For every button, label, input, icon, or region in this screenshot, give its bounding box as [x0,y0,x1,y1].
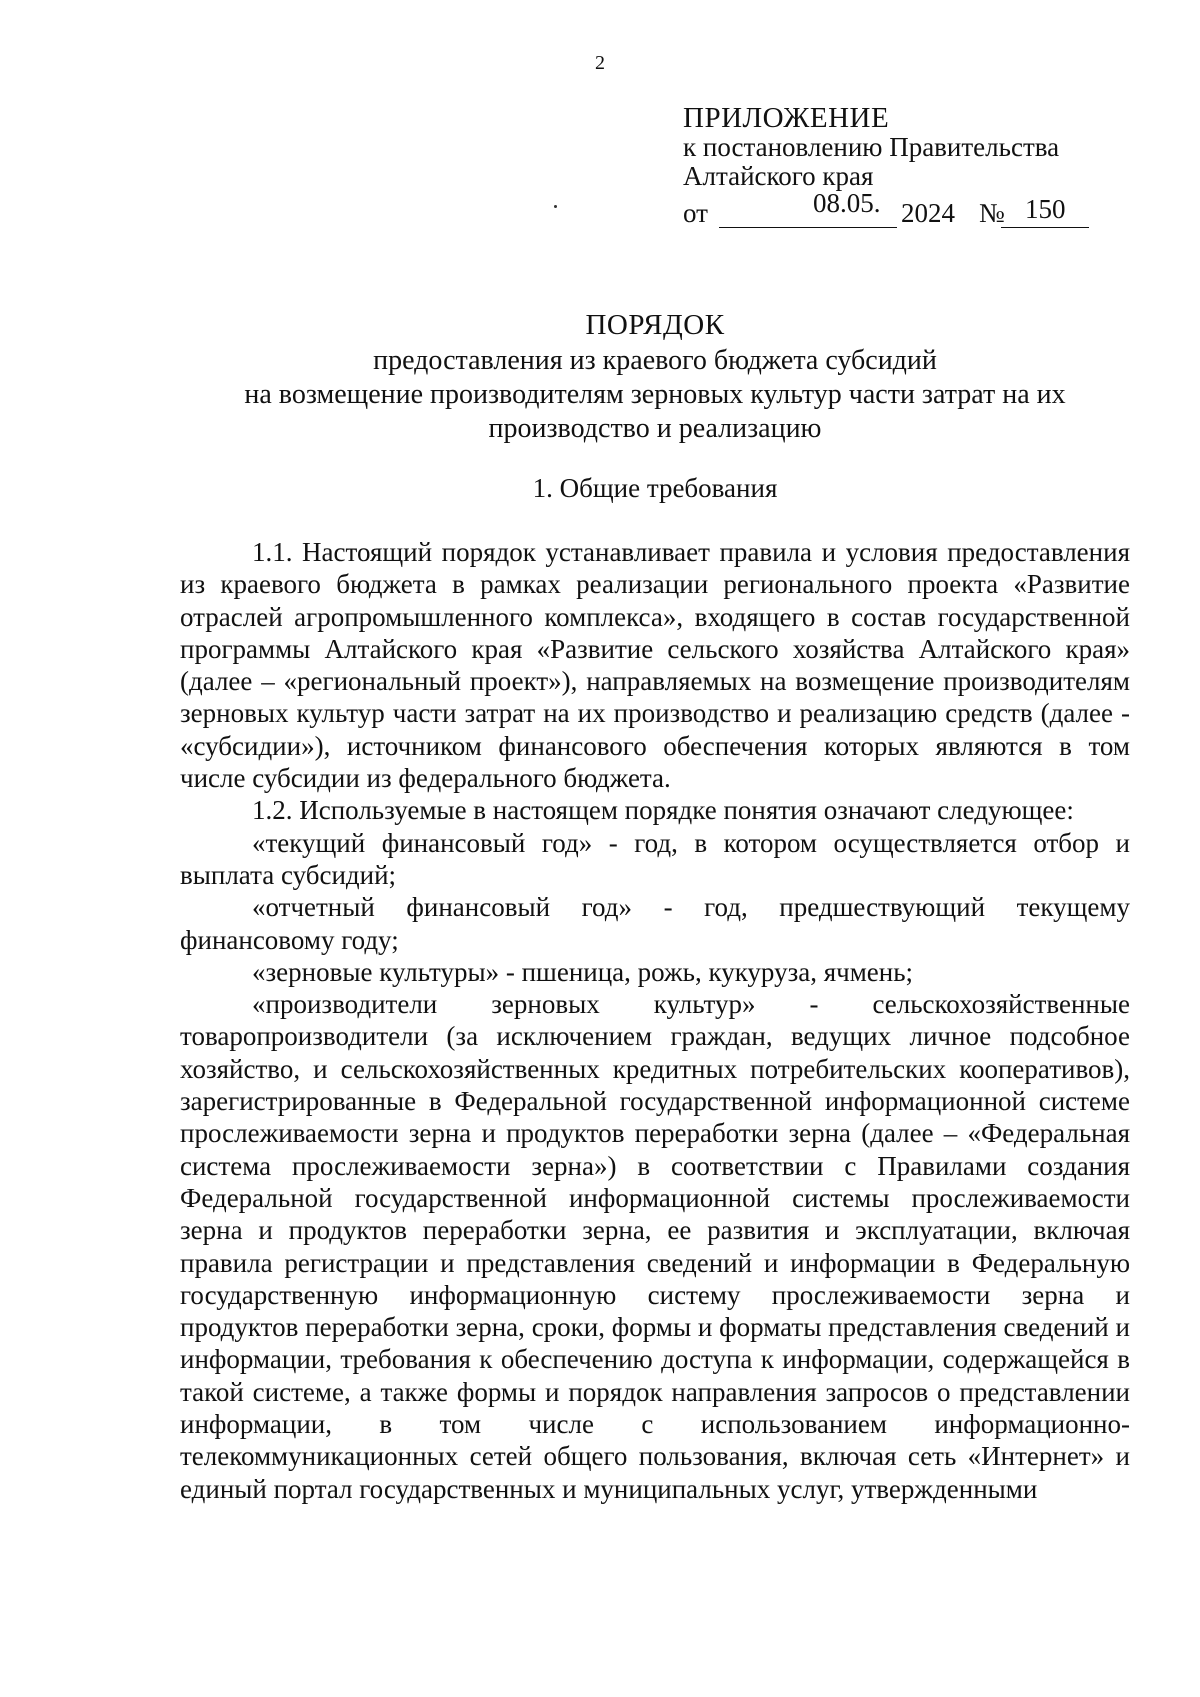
number-sign: № [979,198,1005,228]
definition-grain-crops: «зерновые культуры» - пшеница, рожь, кукуруза, ячмень; [252,956,914,987]
title-line-3: производство и реализацию [488,413,822,444]
scan-dot [554,205,557,208]
date-prefix: от [683,198,708,228]
definition-reporting-year: «отчетный финансовый год» - год, предшествующий текущему финансовому году; [180,892,1130,955]
paragraph-1-1: 1.1. Настоящий порядок устанавливает правила и условия предоставления из краевого бюджета в рамках реализации регионального проекта «Развитие отраслей агропромышленного комплекса», входящего в состав государственной программы Алтайского края «Развитие сельского хозяйства Алтайского края» (далее – «региональный проект»), направляемых на возмещение производителям зерновых культур части затрат на их производство и реализацию средств (далее - «субсидии»), источником финансового обеспечения которых являются в том числе субсидии из федерального бюджета. [180,537,1130,794]
year-value: 2024 [901,198,955,228]
appendix-line-2: Алтайского края [683,161,874,191]
title-line-2: на возмещение производителям зерновых культур части затрат на их [244,379,1066,410]
date-value: 08.05. [813,188,881,218]
document-number: 150 [1025,194,1066,224]
body-text [180,536,1130,1505]
number-underline [1001,227,1089,228]
appendix-block [683,102,1066,231]
page-number: 2 [595,52,605,74]
paragraph-1-2: 1.2. Используемые в настоящем порядке понятия означают следующее: [252,795,1074,826]
date-underline [719,227,897,228]
definition-current-year: «текущий финансовый год» - год, в котором осуществляется отбор и выплата субсидий; [180,827,1130,890]
document-title [0,308,1200,446]
title-main: ПОРЯДОК [585,309,725,341]
appendix-line-1: к постановлению Правительства [683,132,1060,162]
appendix-title: ПРИЛОЖЕНИЕ [683,102,890,134]
definition-grain-producers: «производители зерновых культур» - сельскохозяйственные товаропроизводители (за исключением граждан, ведущих личное подсобное хозяйство, и сельскохозяйственных кредитных потребительских кооперативов), зарегистрированные в Федеральной государственной информационной системе прослеживаемости зерна и продуктов переработки зерна (далее – «Федеральная система прослеживаемости зерна») в соответствии с Правилами создания Федеральной государственной информационной системы прослеживаемости зерна и продуктов переработки зерна, ее развития и эксплуатации, включая правила регистрации и представления сведений и информации в Федеральную государственную информационную систему прослеживаемости зерна и продуктов переработки зерна, сроки, формы и форматы представления сведений и информации, требования к обеспечению доступа к информации, содержащейся в такой системе, а также формы и порядок направления запросов о представлении информации, в том числе с использованием информационно-телекоммуникационных сетей общего пользования, включая сеть «Интернет» и единый портал государственных и муниципальных услуг, утвержденными [180,989,1130,1504]
section-heading: 1. Общие требования [532,473,778,503]
appendix-date-row [683,188,1066,231]
title-line-1: предоставления из краевого бюджета субсидий [373,345,937,376]
